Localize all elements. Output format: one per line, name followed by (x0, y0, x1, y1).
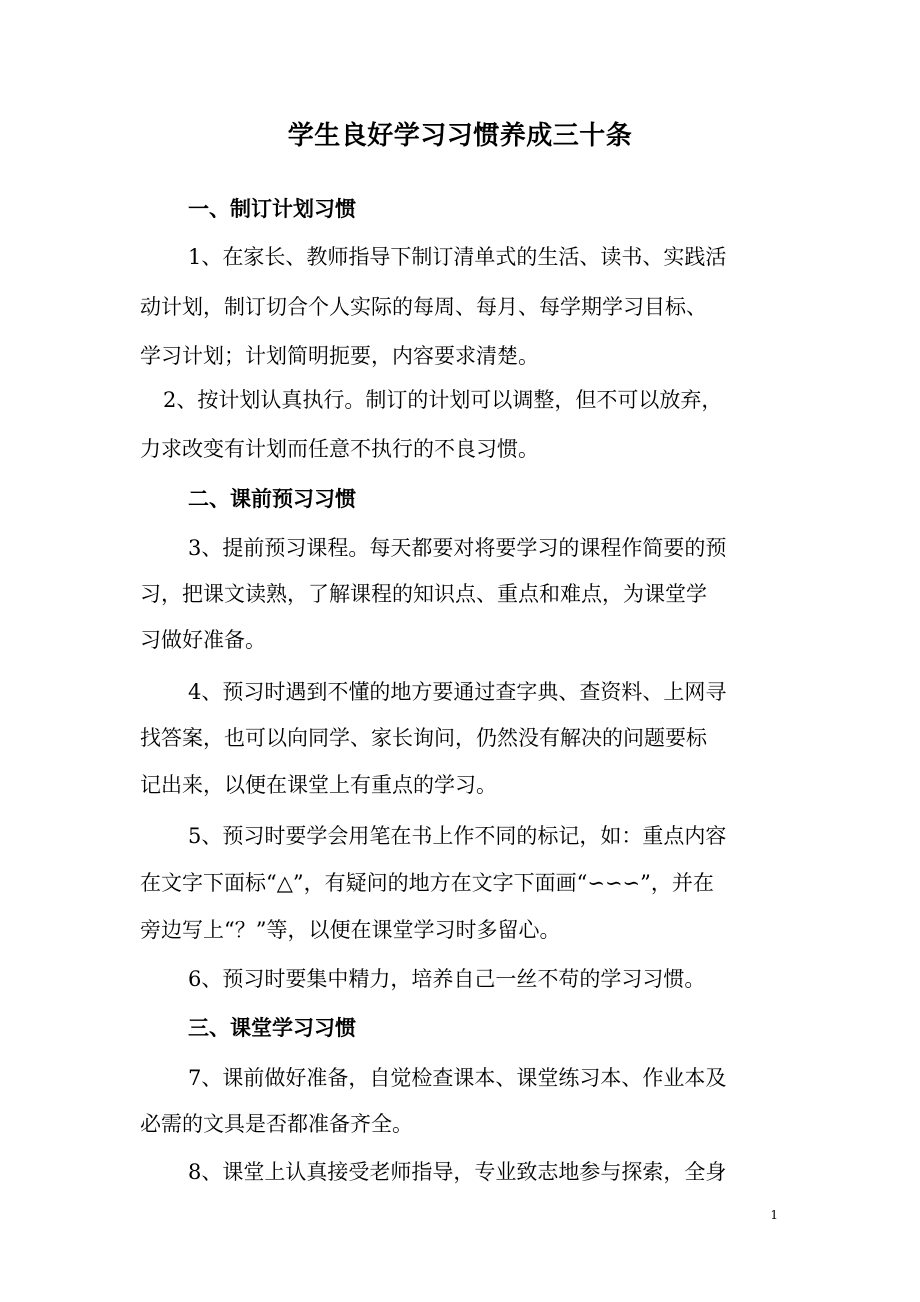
paragraph-line: 习做好准备。 (140, 628, 266, 652)
section-heading-2: 二、课前预习习惯 (188, 486, 356, 511)
paragraph-line: 找答案，也可以向同学、家长询问，仍然没有解决的问题要标 (140, 726, 707, 750)
paragraph-line: 4、预习时遇到不懂的地方要通过查字典、查资料、上网寻 (188, 680, 727, 704)
paragraph-line: 3、提前预习课程。每天都要对将要学习的课程作简要的预 (188, 536, 727, 560)
paragraph-line: 学习计划；计划简明扼要，内容要求清楚。 (140, 344, 539, 368)
paragraph-line: 8、课堂上认真接受老师指导，专业致志地参与探索，全身 (188, 1160, 727, 1184)
paragraph-line: 动计划，制订切合个人实际的每周、每月、每学期学习目标、 (140, 295, 707, 319)
section-heading-1: 一、制订计划习惯 (188, 196, 356, 221)
paragraph-line: 记出来，以便在课堂上有重点的学习。 (140, 773, 497, 797)
paragraph-line: 2、按计划认真执行。制订的计划可以调整，但不可以放弃， (163, 388, 723, 412)
section-heading-3: 三、课堂学习习惯 (188, 1015, 356, 1040)
paragraph-line: 5、预习时要学会用笔在书上作不同的标记，如：重点内容 (188, 824, 727, 848)
paragraph-line: 旁边写上“？”等，以便在课堂学习时多留心。 (140, 918, 561, 942)
page-title: 学生良好学习习惯养成三十条 (287, 121, 633, 151)
paragraph-line: 1、在家长、教师指导下制订清单式的生活、读书、实践活 (188, 245, 727, 269)
paragraph-line: 力求改变有计划而任意不执行的不良习惯。 (140, 437, 539, 461)
paragraph-line: 必需的文具是否都准备齐全。 (140, 1112, 413, 1136)
paragraph-line: 习，把课文读熟，了解课程的知识点、重点和难点，为课堂学 (140, 582, 707, 606)
paragraph-line: 在文字下面标“△”，有疑问的地方在文字下面画“∽∽∽”，并在 (140, 871, 714, 895)
paragraph-line: 6、预习时要集中精力，培养自己一丝不苟的学习习惯。 (188, 967, 706, 991)
page-number: 1 (770, 1208, 778, 1222)
paragraph-line: 7、课前做好准备，自觉检查课本、课堂练习本、作业本及 (188, 1066, 727, 1090)
